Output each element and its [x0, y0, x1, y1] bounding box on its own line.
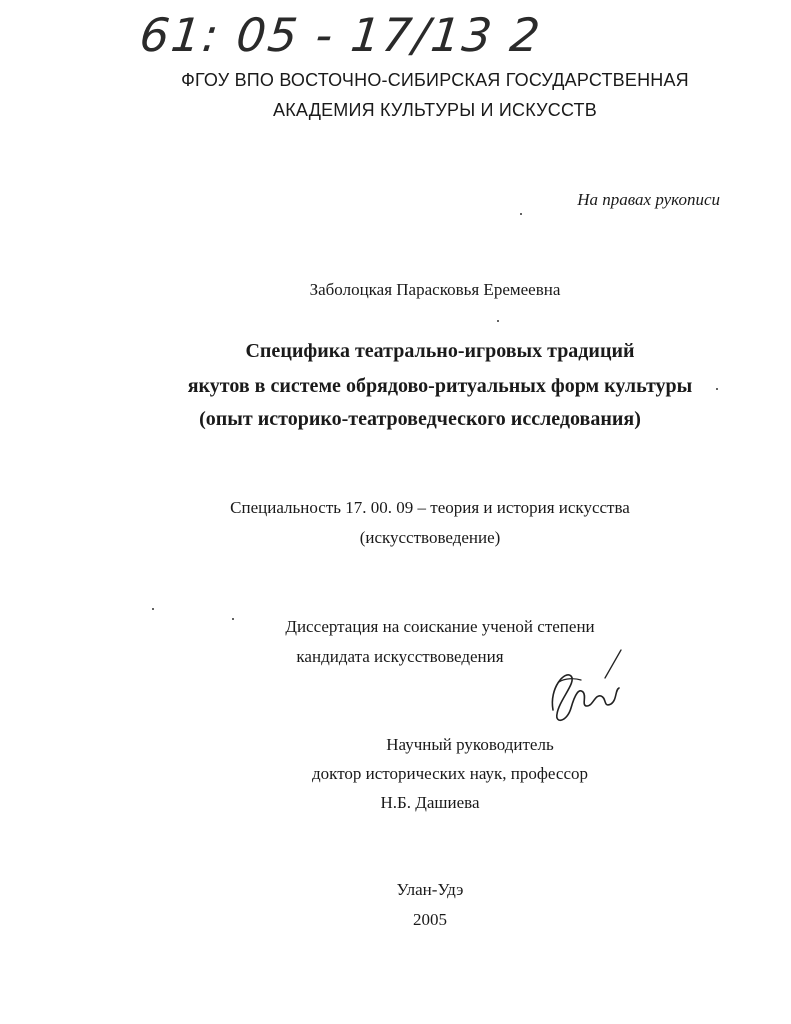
title-line-3: (опыт историко-театроведческого исследования) [199, 408, 641, 430]
signature-icon [545, 648, 625, 728]
title-line-1: Специфика театрально-игровых традиций [245, 340, 635, 362]
author-name: Заболоцкая Парасковья Еремеевна [309, 280, 561, 299]
specialty-line-2: (искусствоведение) [359, 528, 501, 547]
title-line-2: якутов в системе обрядово-ритуальных форм культуры [187, 375, 693, 397]
supervisor-role: Научный руководитель [386, 735, 554, 754]
catalog-number: 61: 05 - 17/13 2 [137, 8, 545, 62]
scan-speck [152, 608, 154, 610]
scan-speck [716, 388, 718, 390]
manuscript-note: На правах рукописи [577, 190, 720, 209]
institution-line-2: АКАДЕМИЯ КУЛЬТУРЫ И ИСКУССТВ [273, 100, 597, 120]
scan-speck [232, 618, 234, 620]
year: 2005 [413, 910, 447, 929]
supervisor-name: Н.Б. Дашиева [380, 793, 480, 812]
specialty-line-1: Специальность 17. 00. 09 – теория и история искусства [230, 498, 630, 517]
scan-speck [520, 213, 522, 215]
dissertation-line-2: кандидата искусствоведения [296, 647, 504, 666]
institution-line-1: ФГОУ ВПО ВОСТОЧНО-СИБИРСКАЯ ГОСУДАРСТВЕННАЯ [181, 70, 689, 90]
dissertation-line-1: Диссертация на соискание ученой степени [285, 617, 595, 636]
city: Улан-Удэ [396, 880, 464, 899]
scan-speck [497, 320, 499, 322]
supervisor-degree: доктор исторических наук, профессор [312, 764, 588, 783]
